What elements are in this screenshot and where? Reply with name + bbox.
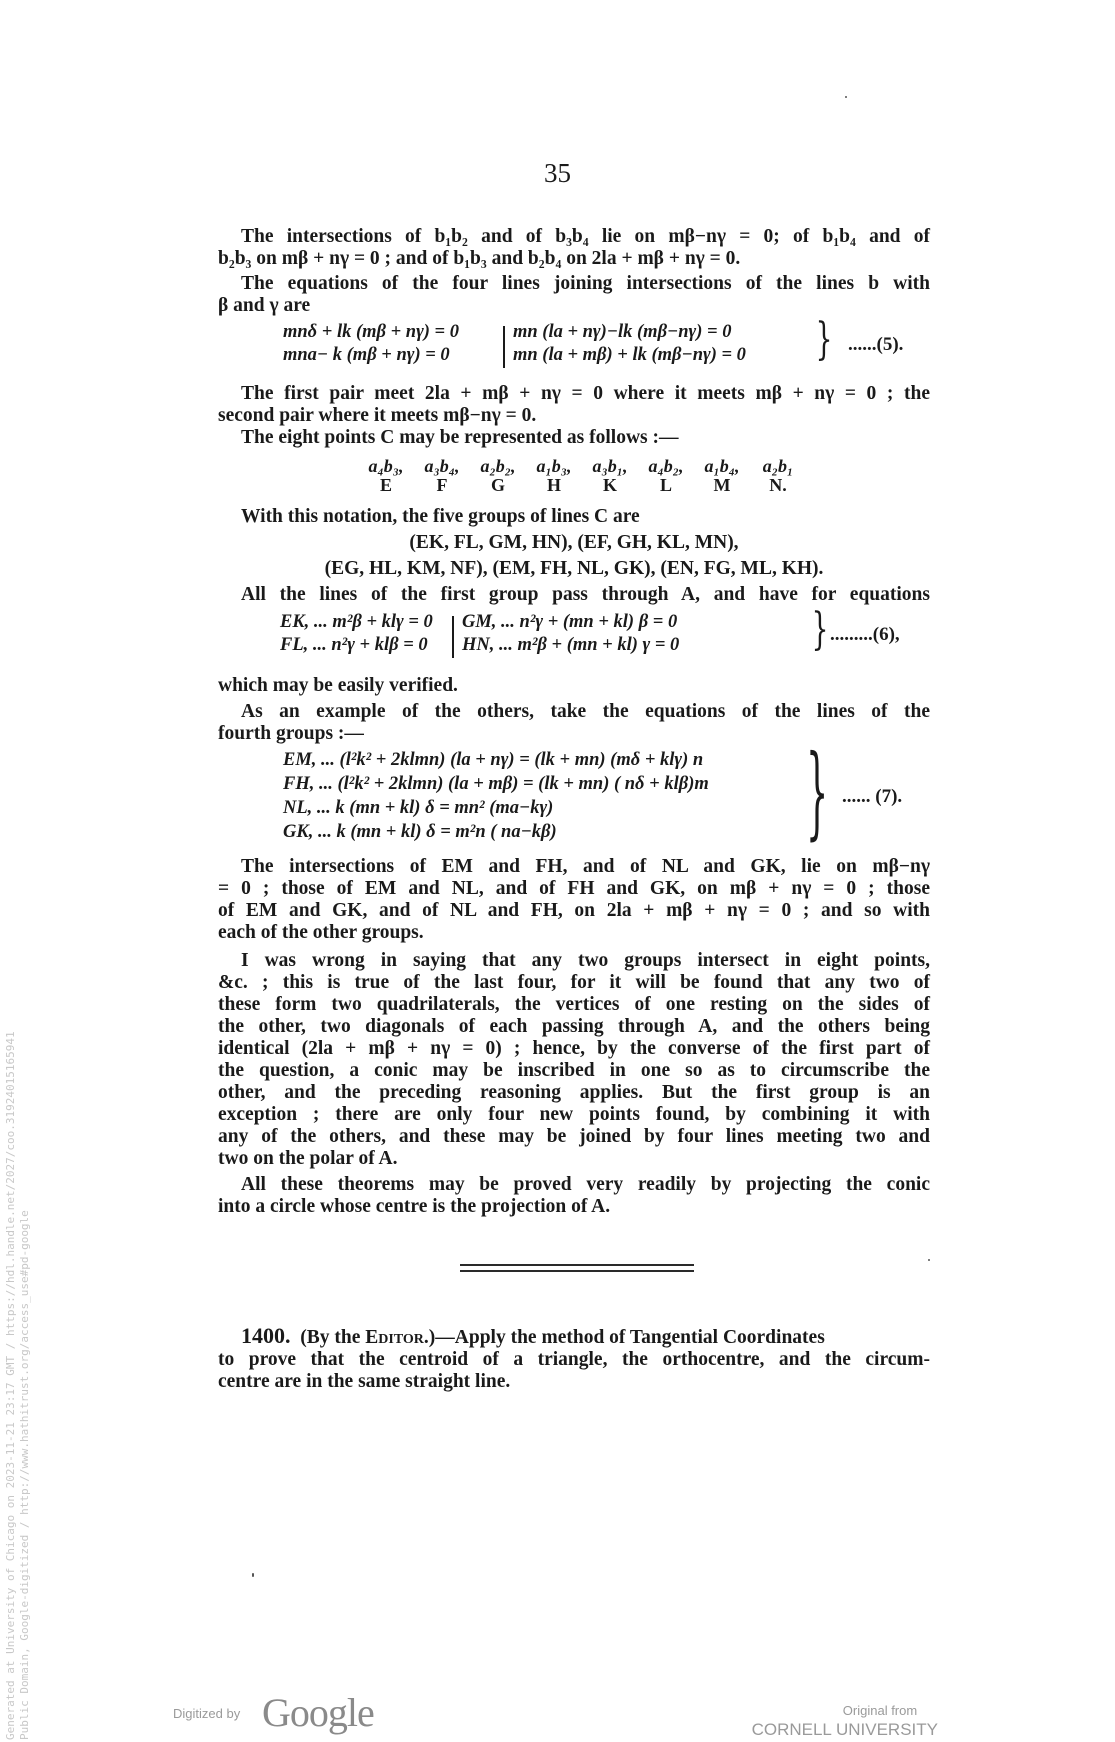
equation-line: FH, ... (l²k² + 2klmn) (la + mβ) = (lk + mn) ( nδ + klβ)m	[283, 774, 709, 794]
paragraph-line: = 0 ; those of EM and NL, and of FH and GK, on mβ + nγ = 0 ; those	[218, 878, 930, 899]
right-brace-icon: }	[815, 314, 833, 365]
paragraph-line: &c. ; this is true of the last four, for it will be found that any two of	[218, 972, 930, 993]
right-brace-icon: }	[806, 733, 829, 850]
paragraph-line: The eight points C may be represented as follows :—	[241, 427, 679, 448]
paragraph-line: As an example of the others, take the equations of the lines of the	[241, 701, 930, 722]
watermark-line: Public Domain, Google-digitized / http://www.hathitrust.org/access_use#pd-google	[18, 1210, 31, 1740]
equation-line: NL, ... k (mn + kl) δ = mn² (ma−kγ)	[283, 798, 554, 818]
section-divider	[460, 1270, 694, 1272]
paragraph-line: any of the others, and these may be joined by four lines meeting two and	[218, 1126, 930, 1147]
equation-label: ......(5).	[848, 334, 904, 355]
paragraph-line: The intersections of EM and FH, and of NL and GK, lie on mβ−nγ	[241, 856, 930, 877]
point-letter: K	[602, 475, 617, 495]
points-pairs	[358, 456, 806, 477]
point-letter: L	[659, 475, 672, 495]
problem-author-suffix: .)—Apply the method of Tangential Coordinates	[423, 1327, 825, 1348]
original-from-label: Original from	[842, 1703, 918, 1718]
paragraph-line: of EM and GK, and of NL and FH, on 2la + mβ + nγ = 0 ; and so with	[218, 900, 930, 921]
paragraph-line: The equations of the four lines joining intersections of the lines b with	[241, 273, 930, 294]
paragraph-line: second pair where it meets mβ−nγ = 0.	[218, 405, 537, 426]
equation-line: GK, ... k (mn + kl) δ = m²n ( na−kβ)	[283, 822, 557, 842]
google-logo: Google	[262, 1690, 374, 1735]
scan-speck	[928, 1259, 930, 1261]
points-letters	[358, 475, 806, 496]
paragraph-line: these form two quadrilaterals, the vertices of one resting on the sides of	[218, 994, 930, 1015]
paragraph-line: to prove that the centroid of a triangle, the orthocentre, and the circum-	[218, 1349, 930, 1370]
paragraph-line: the other, two diagonals of each passing through A, and the others being	[218, 1016, 930, 1037]
page-number: 35	[544, 158, 571, 188]
section-divider	[460, 1264, 694, 1266]
equation-divider	[452, 616, 454, 658]
paragraph-line: All the lines of the first group pass through A, and have for equations	[241, 584, 930, 605]
paragraph-line: With this notation, the five groups of lines C are	[241, 506, 640, 527]
groups-line: (EK, FL, GM, HN), (EF, GH, KL, MN),	[409, 532, 739, 553]
point-letter: F	[436, 475, 448, 495]
equation-line: HN, ... m²β + (mn + kl) γ = 0	[462, 635, 680, 655]
point-pair: a₄b₃,	[368, 456, 404, 476]
equation-line: mnδ + lk (mβ + nγ) = 0	[283, 322, 459, 342]
point-pair: a₃b₁,	[592, 456, 628, 476]
equation-divider	[503, 326, 505, 368]
groups-line: (EG, HL, KM, NF), (EM, FH, NL, GK), (EN, FG, ML, KH).	[324, 558, 824, 579]
digitized-by-label: Digitized by	[173, 1706, 241, 1721]
watermark-line: Generated at University of Chicago on 2023-11-21 23:17 GMT / https://hdl.handle.net/2027/coo.31924015165941	[4, 1031, 17, 1740]
equation-line: FL, ... n²γ + klβ = 0	[280, 635, 428, 655]
point-letter: E	[379, 475, 392, 495]
paragraph-line: into a circle whose centre is the projection of A.	[218, 1196, 611, 1217]
equation-label: ...... (7).	[842, 786, 903, 807]
problem-number: 1400.	[241, 1323, 291, 1348]
point-pair: a₁b₄,	[704, 456, 740, 476]
point-pair: a₂b₂,	[480, 456, 516, 476]
paragraph-line: two on the polar of A.	[218, 1148, 398, 1169]
point-pair: a₃b₄,	[424, 456, 460, 476]
paragraph-line: each of the other groups.	[218, 922, 424, 943]
institution-label: CORNELL UNIVERSITY	[751, 1720, 938, 1739]
paragraph-line: β and γ are	[218, 295, 311, 316]
point-letter: M	[713, 475, 731, 495]
equation-line: GM, ... n²γ + (mn + kl) β = 0	[462, 612, 678, 632]
equation-line: mn (la + nγ)−lk (mβ−nγ) = 0	[513, 322, 732, 342]
paragraph-line: fourth groups :—	[218, 723, 364, 744]
equation-line: mn (la + mβ) + lk (mβ−nγ) = 0	[513, 345, 746, 365]
paragraph-line: identical (2la + mβ + nγ = 0) ; hence, by the converse of the first part of	[218, 1038, 930, 1059]
point-letter: G	[490, 475, 505, 495]
problem-author-prefix: (By the	[300, 1327, 366, 1348]
paragraph-line: centre are in the same straight line.	[218, 1371, 511, 1392]
point-letter: H	[546, 475, 561, 495]
paragraph-line: I was wrong in saying that any two groups intersect in eight points,	[241, 950, 930, 971]
problem-author: Editor	[365, 1327, 424, 1348]
problem-heading	[241, 1325, 930, 1349]
equation-label: .........(6),	[830, 624, 900, 645]
equation-line: EM, ... (l²k² + 2klmn) (la + nγ) = (lk + mn) (mδ + klγ) n	[283, 750, 704, 770]
point-pair: a₄b₂,	[648, 456, 684, 476]
point-pair: a₁b₃,	[536, 456, 572, 476]
paragraph-line: exception ; there are only four new points found, by combining it with	[218, 1104, 930, 1125]
scan-speck	[252, 1573, 254, 1577]
paragraph-line: which may be easily verified.	[218, 675, 458, 696]
equation-line: EK, ... m²β + klγ = 0	[280, 612, 433, 632]
right-brace-icon: }	[811, 604, 829, 655]
paragraph-line: the question, a conic may be inscribed in one so as to circumscribe the	[218, 1060, 930, 1081]
scan-speck	[845, 96, 847, 98]
paragraph-line: The first pair meet 2la + mβ + nγ = 0 where it meets mβ + nγ = 0 ; the	[241, 383, 930, 404]
equation-line: mna− k (mβ + nγ) = 0	[283, 345, 450, 365]
paragraph-line: other, and the preceding reasoning applies. But the first group is an	[218, 1082, 930, 1103]
paragraph-line: b₂b₃ on mβ + nγ = 0 ; and of b₁b₃ and b₂b₄ on 2la + mβ + nγ = 0.	[218, 248, 741, 269]
point-letter: N.	[769, 475, 787, 495]
paragraph-line: All these theorems may be proved very readily by projecting the conic	[241, 1174, 930, 1195]
point-pair: a₂b₁	[762, 456, 794, 476]
paragraph-line: The intersections of b₁b₂ and of b₃b₄ lie on mβ−nγ = 0; of b₁b₄ and of	[241, 226, 930, 247]
